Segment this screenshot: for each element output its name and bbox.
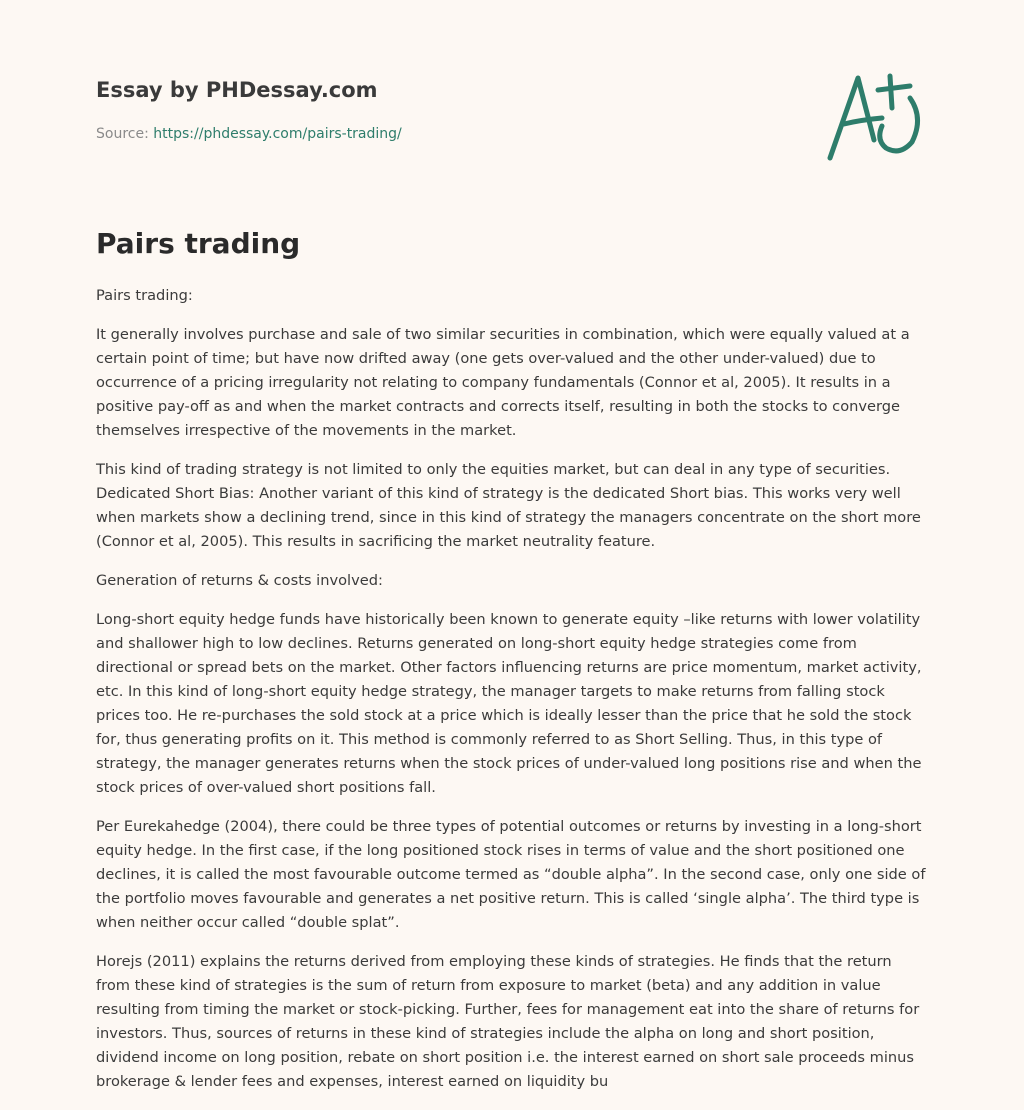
header xyxy=(96,76,796,144)
paragraph: Per Eurekahedge (2004), there could be three types of potential outcomes or returns by investing in a long-short equity hedge. In the first case, if the long positioned stock rises in terms of value and the short positioned one declines, it is called the most favourable outcome termed as “double alpha”. In the second case, only one side of the portfolio moves favourable and generates a net positive return. This is called ‘single alpha’. The third type is when neither occur called “double splat”. xyxy=(96,818,926,931)
source-label: Source: xyxy=(96,126,149,142)
source-link[interactable]: https://phdessay.com/pairs-trading/ xyxy=(153,126,402,142)
a-plus-grade-logo-icon xyxy=(822,68,926,166)
paragraph: Horejs (2011) explains the returns derived from employing these kinds of strategies. He finds that the return from these kind of strategies is the sum of return from exposure to market (beta) and any addition in value resulting from timing the market or stock-picking. Further, fees for management eat into the share of returns for investors. Thus, sources of returns in these kind of strategies include the alpha on long and short position, dividend income on long position, rebate on short position i.e. the interest earned on short sale proceeds minus brokerage & lender fees and expenses, interest earned on liquidity bu xyxy=(96,953,920,1090)
paragraph: Long-short equity hedge funds have historically been known to generate equity –like returns with lower volatility and shallower high to low declines. Returns generated on long-short equity hedge strategies come from directional or spread bets on the market. Other factors influencing returns are price momentum, market activity, etc. In this kind of long-short equity hedge strategy, the manager targets to make returns from falling stock prices too. He re-purchases the sold stock at a price which is ideally lesser than the price that he sold the stock for, thus generating profits on it. This method is commonly referred to as Short Selling. Thus, in this type of strategy, the manager generates returns when the stock prices of under-valued long positions rise and when the stock prices of over-valued short positions fall. xyxy=(96,611,922,796)
paragraph: Generation of returns & costs involved: xyxy=(96,572,383,589)
source-line xyxy=(96,124,796,144)
page-title: Pairs trading xyxy=(96,227,301,260)
brand-title: Essay by PHDessay.com xyxy=(96,78,378,102)
article xyxy=(96,224,928,1109)
paragraph: This kind of trading strategy is not limited to only the equities market, but can deal in any type of securities. Dedicated Short Bias: Another variant of this kind of strategy is the dedicated Short bias. This works very well when markets show a declining trend, since in this kind of strategy the managers concentrate on the short more (Connor et al, 2005). This results in sacrificing the market neutrality feature. xyxy=(96,461,921,550)
paragraph: Pairs trading: xyxy=(96,287,193,304)
paragraph: It generally involves purchase and sale of two similar securities in combination, which were equally valued at a certain point of time; but have now drifted away (one gets over-valued and the other under-valued) due to occurrence of a pricing irregularity not relating to company fundamentals (Connor et al, 2005). It results in a positive pay-off as and when the market contracts and corrects itself, resulting in both the stocks to converge themselves irrespective of the movements in the market. xyxy=(96,326,910,439)
